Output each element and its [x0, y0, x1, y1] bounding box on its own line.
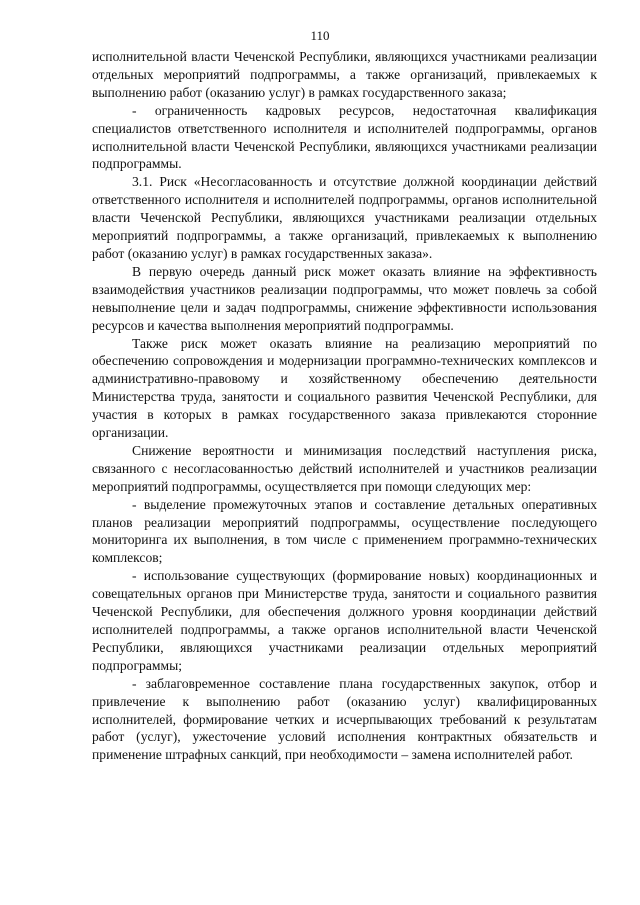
paragraph: Также риск может оказать влияние на реализацию мероприятий по обеспечению сопровождения и модернизации программно-технических комплексов и административно-правовому и хозяйственному обеспечению деятельности Министерства труда, занятости и социального развития Чеченской Республики, для участия в которых в рамках государственного заказа привлекаются сторонние организации.: [92, 335, 597, 441]
document-body: [92, 48, 597, 764]
paragraph: - заблаговременное составление плана государственных закупок, отбор и привлечение к выполнению работ (оказанию услуг) квалифицированных исполнителей, формирование четких и исчерпывающих требований к результатам работ (услуг), ужесточение условий исполнения контрактных обязательств и применение штрафных санкций, при необходимости – замена исполнителей работ.: [92, 675, 597, 763]
paragraph: - использование существующих (формирование новых) координационных и совещательных органов при Министерстве труда, занятости и социального развития Чеченской Республики, для обеспечения должного уровня координации действий исполнителей подпрограммы, а также органов исполнительной власти Чеченской Республики, являющихся участниками реализации отдельных мероприятий подпрограммы;: [92, 568, 597, 673]
paragraph: 3.1. Риск «Несогласованность и отсутствие должной координации действий ответственного исполнителя и исполнителей подпрограммы, органов исполнительной власти Чеченской Республики, являющихся участниками реализации отдельных мероприятий подпрограммы, а также организаций, привлекаемых к выполнению работ (оказанию услуг) в рамках государственных заказа».: [92, 174, 597, 261]
paragraph: - выделение промежуточных этапов и составление детальных оперативных планов реализации мероприятий подпрограммы, осуществление последующего мониторинга их выполнения, в том числе с применением программно-технических комплексов;: [92, 496, 597, 566]
page-number: 110: [310, 28, 330, 43]
paragraph: исполнительной власти Чеченской Республики, являющихся участниками реализации отдельных мероприятий подпрограммы, а также организаций, привлекаемых к выполнению работ (оказанию услуг) в рамках государственного заказа;: [92, 49, 597, 100]
paragraph: Снижение вероятности и минимизация последствий наступления риска, связанного с несогласованностью действий исполнителей и участников реализации мероприятий подпрограммы, осуществляется при помощи следующих мер:: [92, 442, 597, 494]
paragraph: В первую очередь данный риск может оказать влияние на эффективность взаимодействия участников реализации подпрограммы, что может повлечь за собой невыполнение цели и задач подпрограммы, снижение эффективности использования ресурсов и качества выполнения мероприятий подпрограммы.: [92, 263, 597, 333]
paragraph: - ограниченность кадровых ресурсов, недостаточная квалификация специалистов ответственного исполнителя и исполнителей подпрограммы, органов исполнительной власти Чеченской Республики, являющихся участниками реализации подпрограммы.: [92, 102, 597, 172]
